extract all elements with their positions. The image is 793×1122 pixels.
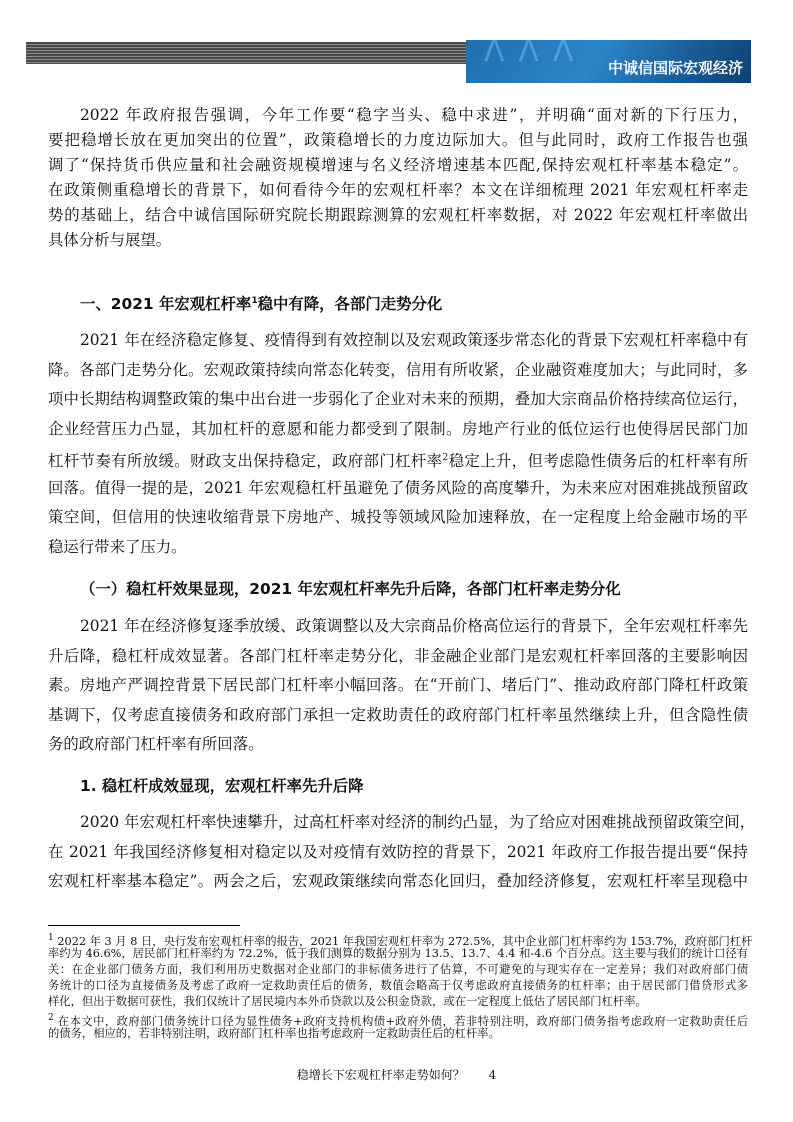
text-line: 项中长期结构调整政策的集中出台进一步弱化了企业对未来的预期，叠加大宗商品价格持续高位运行， bbox=[48, 390, 748, 408]
text-line: 企业经营压力凸显，其加杠杆的意愿和能力都受到了限制。房地产行业的低位运行也使得居民部门加 bbox=[48, 419, 748, 438]
text-line: 策空间，但信用的快速收缩背景下房地产、城投等领域风险加速释放，在一定程度上给金融市场的平 bbox=[48, 508, 748, 526]
footnotes bbox=[48, 930, 753, 1042]
footnote-line: 务统计的口径为直接债务及考虑了政府一定救助责任后的债务，数值会略高于仅考虑政府直接债务的杠杆率；由于居民部门借贷形式多 bbox=[48, 979, 748, 992]
header-stripe-bar bbox=[26, 42, 468, 64]
text-line: 升后降，稳杠杆成效显著。各部门杠杆率走势分化，非金融企业部门是宏观杠杆率回落的主要影响因 bbox=[48, 646, 748, 665]
text-line: 务的政府部门杠杆率有所回落。 bbox=[48, 735, 264, 753]
footnote-ref[interactable]: 1 bbox=[251, 295, 258, 306]
header-banner bbox=[466, 40, 751, 83]
section-heading: 一、2021 年宏观杠杆率$^1$稳中有降，各部门走势分化 bbox=[80, 295, 443, 313]
page-number: 4 bbox=[488, 1068, 497, 1082]
text-line: 在 2021 年我国经济修复相对稳定以及对疫情有效防控的背景下，2021 年政府工作报告提出要“保持 bbox=[48, 842, 748, 861]
subsection-heading: 1. 稳杠杆成效显现，宏观杠杆率先升后降 bbox=[80, 777, 364, 795]
footnote-divider bbox=[48, 925, 240, 926]
text-line: 2021 年在经济修复逐季放缓、政策调整以及大宗商品价格高位运行的背景下，全年宏观杠杆率先 bbox=[80, 617, 748, 635]
text-line: 杠杆节奏有所放缓。财政支出保持稳定，政府部门杠杆率$^2$稳定上升，但考虑隐性债务后的杠杆率有所 bbox=[48, 452, 748, 471]
banner-decoration: ΛΛΛ bbox=[484, 40, 588, 69]
text-line: 基调下，仅考虑直接债务和政府部门承担一定救助责任的政府部门杠杆率虽然继续上升，但含隐性债 bbox=[48, 705, 748, 724]
text-line: 要把稳增长放在更加突出的位置”，政策稳增长的力度边际加大。但与此同时，政府工作报告也强 bbox=[48, 131, 748, 149]
intro-paragraph bbox=[48, 103, 748, 253]
footnote-ref[interactable]: 2 bbox=[442, 453, 449, 463]
text-line: 调了“保持货币供应量和社会融资规模增速与名义经济增速基本匹配,保持宏观杠杆率基本稳定”。 bbox=[48, 156, 748, 174]
footnote-line: 率约为 46.6%，居民部门杠杆率约为 72.2%，低于我们测算的数据分别为 13.5、13.7、4.4 和-4.6 个百分点。这主要与我们的统计口径有 bbox=[48, 947, 748, 960]
subsection2-paragraph bbox=[48, 808, 756, 897]
text-line: 素。房地产严调控背景下居民部门杠杆率小幅回落。在“开前门、堵后门”、推动政府部门降杠杆政策 bbox=[48, 676, 748, 694]
subsection1-paragraph bbox=[48, 612, 748, 760]
footnote-line: 样化，但出于数据可获性，我们仅统计了居民境内本外币贷款以及公积金贷款，或在一定程度上低估了居民部门杠杆率。 bbox=[48, 995, 647, 1008]
text-line: 2020 年宏观杠杆率快速攀升，过高杠杆率对经济的制约凸显，为了给应对困难挑战预留政策空间， bbox=[80, 813, 756, 831]
text-line: 2022 年政府报告强调，今年工作要“稳字当头、稳中求进”，并明确“面对新的下行压力， bbox=[80, 106, 748, 124]
subsection-heading: （一）稳杠杆效果显现，2021 年宏观杠杆率先升后降，各部门杠杆率走势分化 bbox=[80, 580, 621, 598]
page-footer bbox=[0, 1066, 793, 1083]
text-line: 稳运行带来了压力。 bbox=[48, 537, 187, 556]
footnote-line: 的债务，相应的，若非特别注明，政府部门杠杆率也指考虑政府一定救助责任后的杠杆率。 bbox=[48, 1027, 500, 1040]
text-line: 在政策侧重稳增长的背景下，如何看待今年的宏观杠杆率？本文在详细梳理 2021 年宏观杠杆率走 bbox=[48, 181, 748, 199]
banner-title: 中诚信国际宏观经济 bbox=[607, 59, 743, 77]
text-line: 具体分析与展望。 bbox=[48, 231, 172, 249]
footnote-line: $^1$ 2022 年 3 月 8 日，央行发布宏观杠杆率的报告，2021 年我国宏观杠杆率为 272.5%，其中企业部门杠杆率约为 153.7%，政府部门杠杆 bbox=[48, 933, 753, 948]
section1-paragraph bbox=[48, 326, 748, 562]
footnote-line: $^2$ 在本文中，政府部门债务统计口径为显性债务+政府支持机构债+政府外债，若非特别注明，政府部门债务指考虑政府一定救助责任后 bbox=[48, 1013, 748, 1028]
footer-title: 稳增长下宏观杠杆率走势如何？ bbox=[296, 1068, 465, 1082]
text-line: 降。各部门走势分化。宏观政策持续向常态化转变，信用有所收紧，企业融资难度加大；与此同时，多 bbox=[48, 360, 748, 379]
footnote-line: 关：在企业部门债务方面，我们利用历史数据对企业部门的非标债务进行了估算，不可避免的与现实存在一定差异；我们对政府部门债 bbox=[48, 963, 748, 976]
text-line: 回落。值得一提的是，2021 年宏观稳杠杆虽避免了债务风险的高度攀升，为未来应对困难挑战预留政 bbox=[48, 478, 748, 497]
text-line: 2021 年在经济稳定修复、疫情得到有效控制以及宏观政策逐步常态化的背景下宏观杠杆率稳中有 bbox=[80, 331, 748, 349]
text-line: 势的基础上，结合中诚信国际研究院长期跟踪测算的宏观杠杆率数据，对 2022 年宏观杠杆率做出 bbox=[48, 206, 748, 224]
text-line: 宏观杠杆率基本稳定”。两会之后，宏观政策继续向常态化回归，叠加经济修复，宏观杠杆率呈现稳中 bbox=[48, 872, 748, 890]
